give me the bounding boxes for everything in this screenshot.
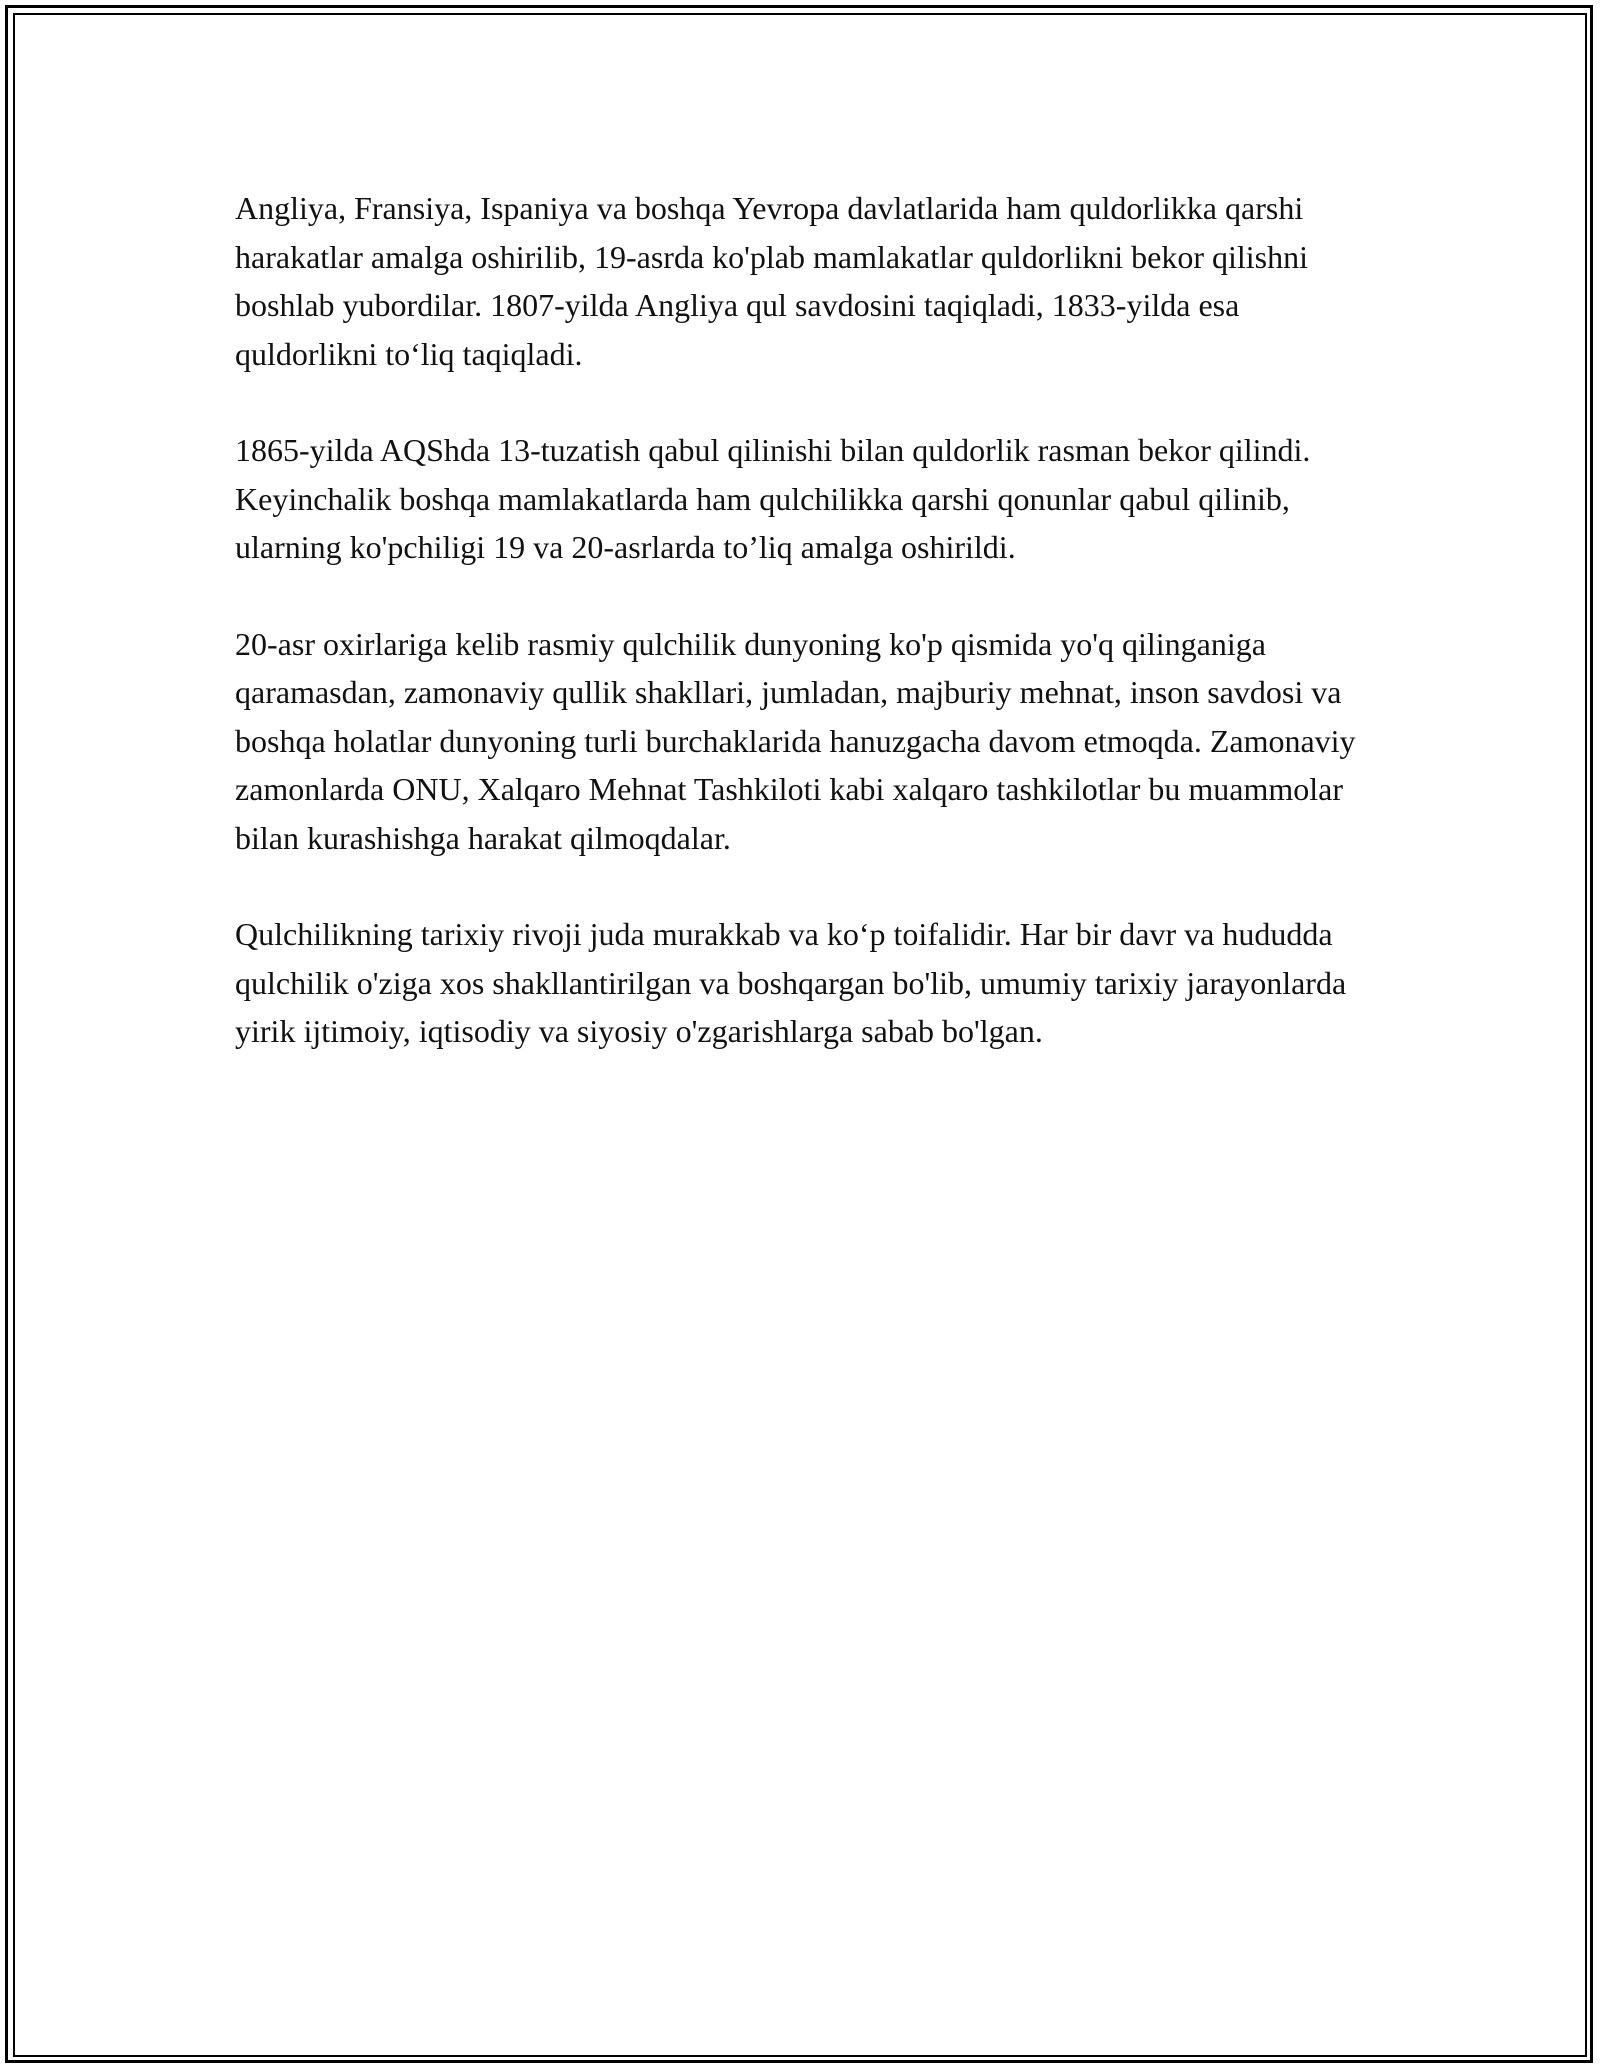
paragraph-4: Qulchilikning tarixiy rivoji juda murakkab va ko‘p toifalidir. Har bir davr va hududda qulchilik o'ziga xos shakllantirilgan va boshqargan bo'lib, umumiy tarixiy jarayonlarda yirik ijtimoiy, iqtisodiy va siyosiy o'zgarishlarga sabab bo'lgan. <box>235 916 1347 1049</box>
paragraph-1: Angliya, Fransiya, Ispaniya va boshqa Yevropa davlatlarida ham quldorlikka qarshi harakatlar amalga oshirilib, 19-asrda ko'plab mamlakatlar quldorlikni bekor qilishni boshlab yubordilar. 1807-yilda Angliya qul savdosini taqiqladi, 1833-yilda esa quldorlikni to‘liq taqiqladi. <box>235 190 1309 372</box>
paragraph-3: 20-asr oxirlariga kelib rasmiy qulchilik dunyoning ko'p qismida yo'q qilinganiga qaramasdan, zamonaviy qullik shakllari, jumladan, majburiy mehnat, inson savdosi va boshqa holatlar dunyoning turli burchaklarida hanuzgacha davom etmoqda. Zamonaviy zamonlarda ONU, Xalqaro Mehnat Tashkiloti kabi xalqaro tashkilotlar bu muammolar bilan kurashishga harakat qilmoqdalar. <box>235 625 1356 856</box>
paragraph-2: 1865-yilda AQShda 13-tuzatish qabul qilinishi bilan quldorlik rasman bekor qilindi. Keyinchalik boshqa mamlakatlarda ham qulchilikka qarshi qonunlar qabul qilinib, ularning ko'pchiligi 19 va 20-asrlarda to’liq amalga oshirildi. <box>235 432 1311 565</box>
document-body <box>235 184 1385 1104</box>
